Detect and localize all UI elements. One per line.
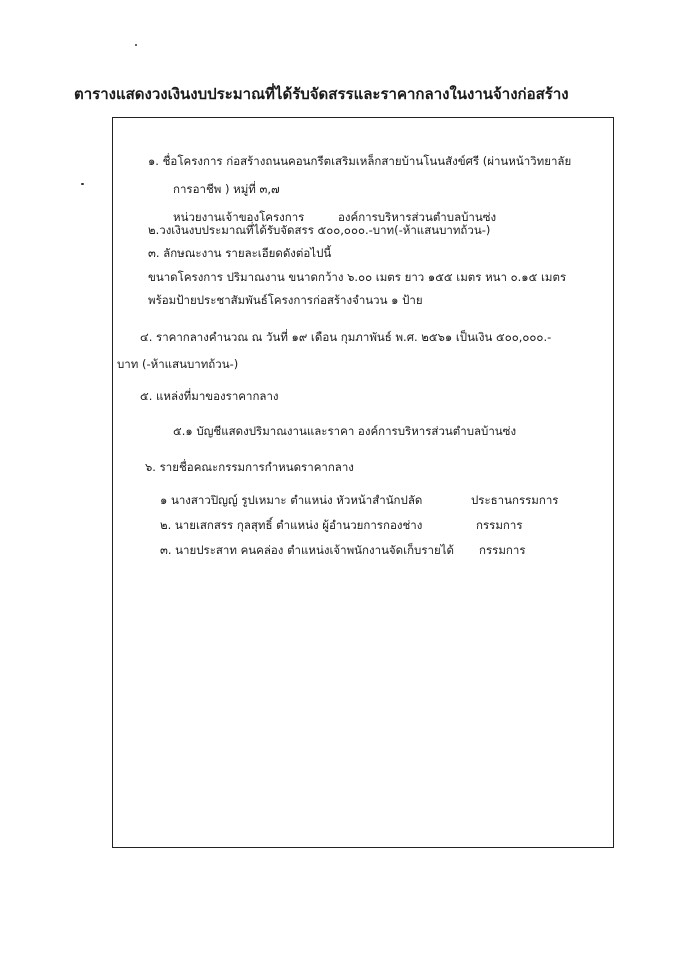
work-type-line: ๓. ลักษณะงาน รายละเอียดดังต่อไปนี้ bbox=[148, 246, 332, 260]
price-source-item: ๕.๑ บัญชีแสดงปริมาณงานและราคา องค์การบริหารส่วนตำบลบ้านซ่ง bbox=[173, 424, 517, 438]
committee-member-role: กรรมการ bbox=[476, 518, 523, 532]
project-name-line1: ๑. ชื่อโครงการ ก่อสร้างถนนคอนกรีตเสริมเหล็กสายบ้านโนนสังข์ศรี (ผ่านหน้าวิทยาลัย bbox=[148, 154, 572, 168]
committee-member-name: ๑ นางสาวปิญญ์ รูปเหมาะ ตำแหน่ง หัวหน้าสำนักปลัด bbox=[160, 493, 423, 507]
median-price-line1: ๔. ราคากลางคำนวณ ณ วันที่ ๑๙ เดือน กุมภาพันธ์ พ.ศ. ๒๕๖๑ เป็นเงิน ๕๐๐,๐๐๐.- bbox=[140, 330, 552, 344]
work-size-line: ขนาดโครงการ ปริมาณงาน ขนาดกว้าง ๖.๐๐ เมตร ยาว ๑๕๕ เมตร หนา ๐.๑๕ เมตร bbox=[148, 270, 567, 284]
committee-member-role: กรรมการ bbox=[479, 543, 526, 557]
agency-value: องค์การบริหารส่วนตำบลบ้านซ่ง bbox=[338, 210, 497, 224]
committee-member-role: ประธานกรรมการ bbox=[471, 493, 559, 507]
sign-line: พร้อมป้ายประชาสัมพันธ์โครงการก่อสร้างจำนวน ๑ ป้าย bbox=[148, 293, 423, 307]
document-title: ตารางแสดงวงเงินงบประมาณที่ได้รับจัดสรรและราคากลางในงานจ้างก่อสร้าง bbox=[74, 85, 569, 103]
budget-line: ๒.วงเงินงบประมาณที่ได้รับจัดสรร ๕๐๐,๐๐๐.-บาท(-ห้าแสนบาทถ้วน-) bbox=[148, 223, 491, 237]
agency-label: หน่วยงานเจ้าของโครงการ bbox=[173, 210, 305, 224]
project-name-line2: การอาชีพ ) หมู่ที่ ๓,๗ bbox=[173, 182, 280, 196]
scan-speck bbox=[135, 44, 137, 46]
committee-member-name: ๒. นายเสกสรร กุลสุทธิ์ ตำแหน่ง ผู้อำนวยการกองช่าง bbox=[160, 518, 423, 532]
committee-member-name: ๓. นายประสาท คนคล่อง ตำแหน่งเจ้าพนักงานจัดเก็บรายได้ bbox=[160, 543, 454, 557]
price-source-heading: ๕. แหล่งที่มาของราคากลาง bbox=[140, 389, 279, 403]
committee-heading: ๖. รายชื่อคณะกรรมการกำหนดราคากลาง bbox=[145, 460, 354, 474]
scan-speck bbox=[81, 183, 84, 185]
median-price-line2: บาท (-ห้าแสนบาทถ้วน-) bbox=[117, 357, 239, 371]
